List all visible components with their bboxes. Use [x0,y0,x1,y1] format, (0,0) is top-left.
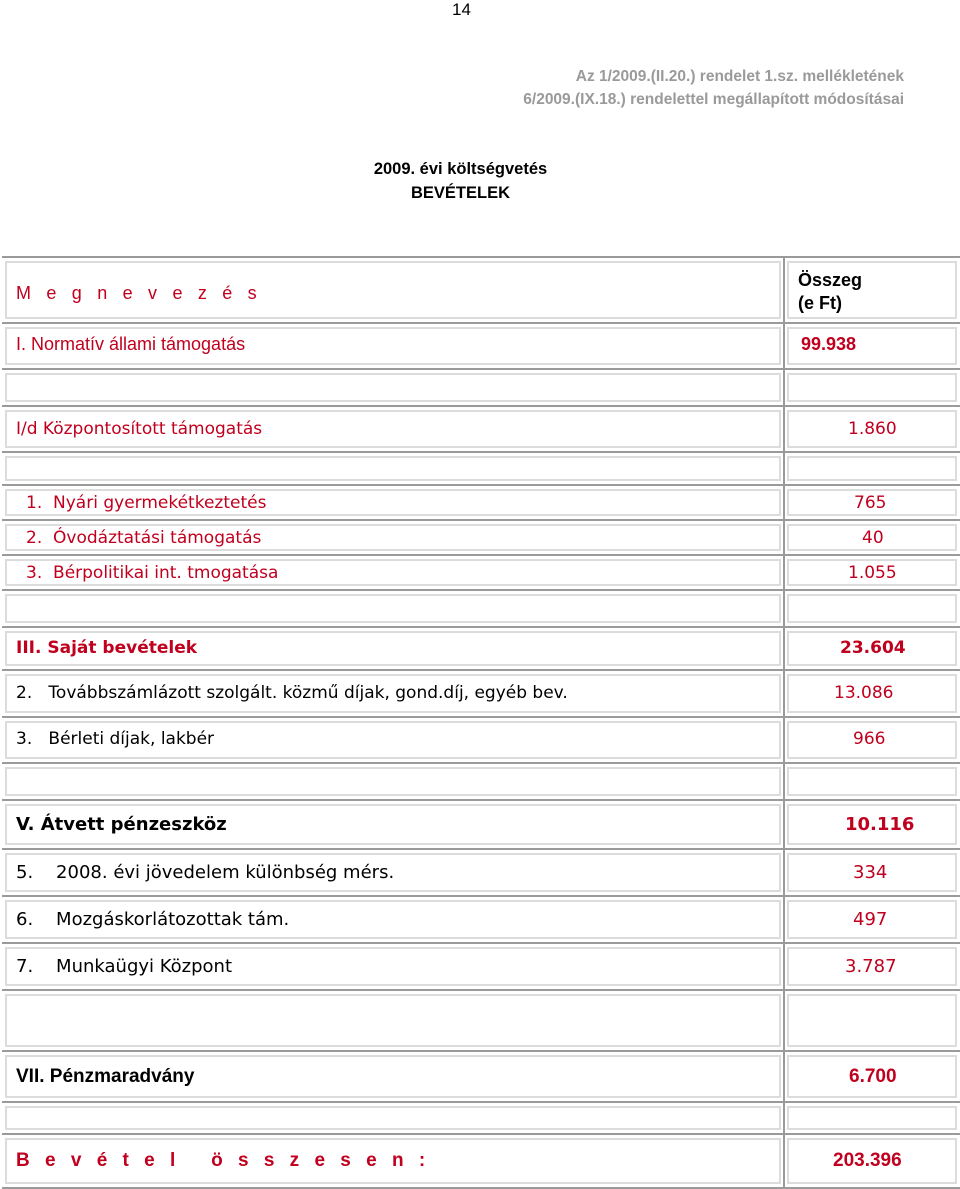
table-row [2,991,960,1052]
table-row: V. Átvett pénzeszköz 10.116 [2,801,960,850]
budget-subtitle: BEVÉTELEK [410,184,511,202]
table-row [2,370,960,407]
subtitle-line-1: Az 1/2009.(II.20.) rendelet 1.sz. mellékletének [575,68,904,85]
table-row: 1. Nyári gyermekétkeztetés 765 [2,486,960,521]
revenue-table [2,256,960,1189]
table-row: 2. Továbbszámlázott szolgált. közmű díjak, gond.díj, egyéb bev. 13.086 [2,671,960,718]
table-row: 7. Munkaügyi Központ 3.787 [2,944,960,991]
table-row: 2. Óvodáztatási támogatás 40 [2,521,960,556]
page-number: 14 [452,0,471,19]
table-row: I. Normatív állami támogatás 99.938 [2,324,960,370]
table-row: 6. Mozgáskorlátozottak tám. 497 [2,897,960,944]
table-row: 3. Bérleti díjak, lakbér 966 [2,718,960,764]
column-header-name: M e g n e v e z é s [16,283,262,303]
table-row: VII. Pénzmaradvány 6.700 [2,1052,960,1103]
table-row: 5. 2008. évi jövedelem különbség mérs. 334 [2,850,960,897]
table-row-total: B e v é t e l ö s s z e s e n : 203.396 [2,1135,960,1189]
table-header-row [2,256,960,324]
subtitle-line-2: 6/2009.(IX.18.) rendelettel megállapított módosításai [523,91,904,108]
budget-title: 2009. évi költségvetés [373,160,548,178]
table-row [2,453,960,486]
table-row [2,764,960,801]
table-row: I/d Központosított támogatás 1.860 [2,407,960,453]
table-row [2,1103,960,1135]
column-header-amount: Összeg (e Ft) [798,270,863,313]
table-row [2,591,960,628]
table-row: III. Saját bevételek 23.604 [2,628,960,671]
table-row: 3. Bérpolitikai int. tmogatása 1.055 [2,556,960,591]
